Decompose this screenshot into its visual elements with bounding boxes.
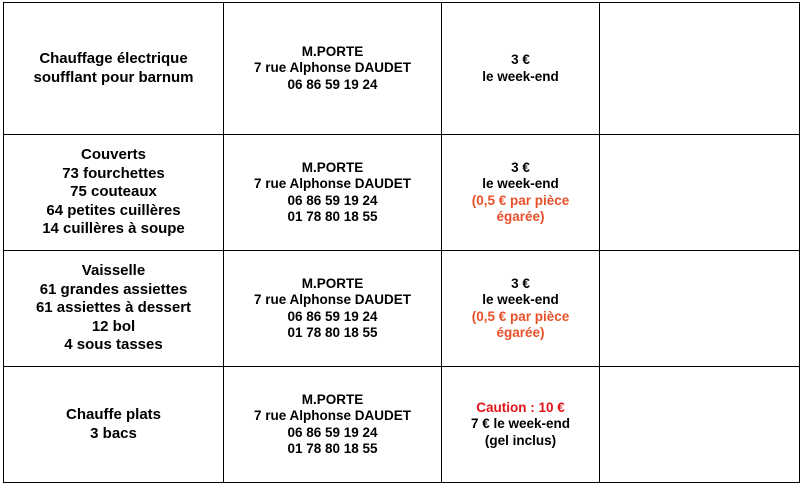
contact-name: M.PORTE [301, 43, 364, 59]
contact-cell [224, 251, 442, 367]
price-amount: 3 € [511, 159, 530, 175]
contact-address: 7 rue Alphonse DAUDET [253, 176, 412, 191]
contact-phone: 06 86 59 19 24 [287, 76, 378, 92]
contact-name: M.PORTE [301, 275, 364, 291]
loss-fee-note: égarée) [496, 209, 545, 224]
contact-address: 7 rue Alphonse DAUDET [253, 408, 412, 423]
contact-address: 7 rue Alphonse DAUDET [253, 60, 412, 76]
contact-cell [224, 3, 442, 135]
contact-phone: 01 78 80 18 55 [287, 441, 378, 456]
loss-fee-note: égarée) [496, 325, 545, 340]
empty-cell [600, 251, 800, 367]
price-cell [442, 251, 600, 367]
item-cell [4, 135, 224, 251]
item-line: 73 fourchettes [62, 164, 165, 182]
item-line: 61 grandes assiettes [39, 280, 188, 298]
price-detail: (gel inclus) [484, 432, 557, 448]
price-period: le week-end [482, 68, 559, 84]
price-cell [442, 367, 600, 483]
contact-name: M.PORTE [301, 391, 364, 407]
contact-phone: 01 78 80 18 55 [287, 325, 378, 340]
price-cell [442, 3, 600, 135]
caution-label: Caution : 10 € [476, 399, 565, 415]
price-cell [442, 135, 600, 251]
empty-cell [600, 135, 800, 251]
item-line: 12 bol [91, 317, 136, 335]
item-line: Vaisselle [81, 262, 146, 280]
item-cell [4, 367, 224, 483]
item-line: 3 bacs [90, 424, 137, 442]
contact-phone: 01 78 80 18 55 [287, 209, 378, 224]
rental-table [3, 2, 800, 483]
price-period: le week-end [482, 176, 559, 191]
price-amount: 7 € le week-end [470, 416, 571, 432]
price-amount: 3 € [511, 52, 530, 67]
table-row [4, 251, 800, 367]
contact-phone: 06 86 59 19 24 [287, 192, 378, 208]
loss-fee-note: (0,5 € par pièce [471, 308, 570, 324]
contact-phone: 06 86 59 19 24 [287, 308, 378, 324]
price-period: le week-end [482, 292, 559, 307]
item-line: Chauffage électrique [39, 50, 188, 67]
contact-phone: 06 86 59 19 24 [287, 424, 378, 440]
item-line: soufflant pour barnum [33, 68, 194, 86]
item-line: 61 assiettes à dessert [35, 299, 192, 317]
contact-cell [224, 135, 442, 251]
item-line: 4 sous tasses [64, 336, 163, 354]
table-row [4, 367, 800, 483]
item-line: Couverts [80, 146, 147, 164]
item-cell [4, 3, 224, 135]
contact-cell [224, 367, 442, 483]
loss-fee-note: (0,5 € par pièce [471, 192, 570, 208]
item-line: Chauffe plats [65, 406, 161, 423]
table-row [4, 3, 800, 135]
table-row [4, 135, 800, 251]
item-line: 64 petites cuillères [46, 201, 181, 219]
item-cell [4, 251, 224, 367]
empty-cell [600, 3, 800, 135]
empty-cell [600, 367, 800, 483]
contact-name: M.PORTE [301, 159, 364, 175]
item-line: 14 cuillères à soupe [42, 220, 185, 238]
contact-address: 7 rue Alphonse DAUDET [253, 292, 412, 307]
item-line: 75 couteaux [70, 183, 157, 201]
price-amount: 3 € [511, 275, 530, 291]
